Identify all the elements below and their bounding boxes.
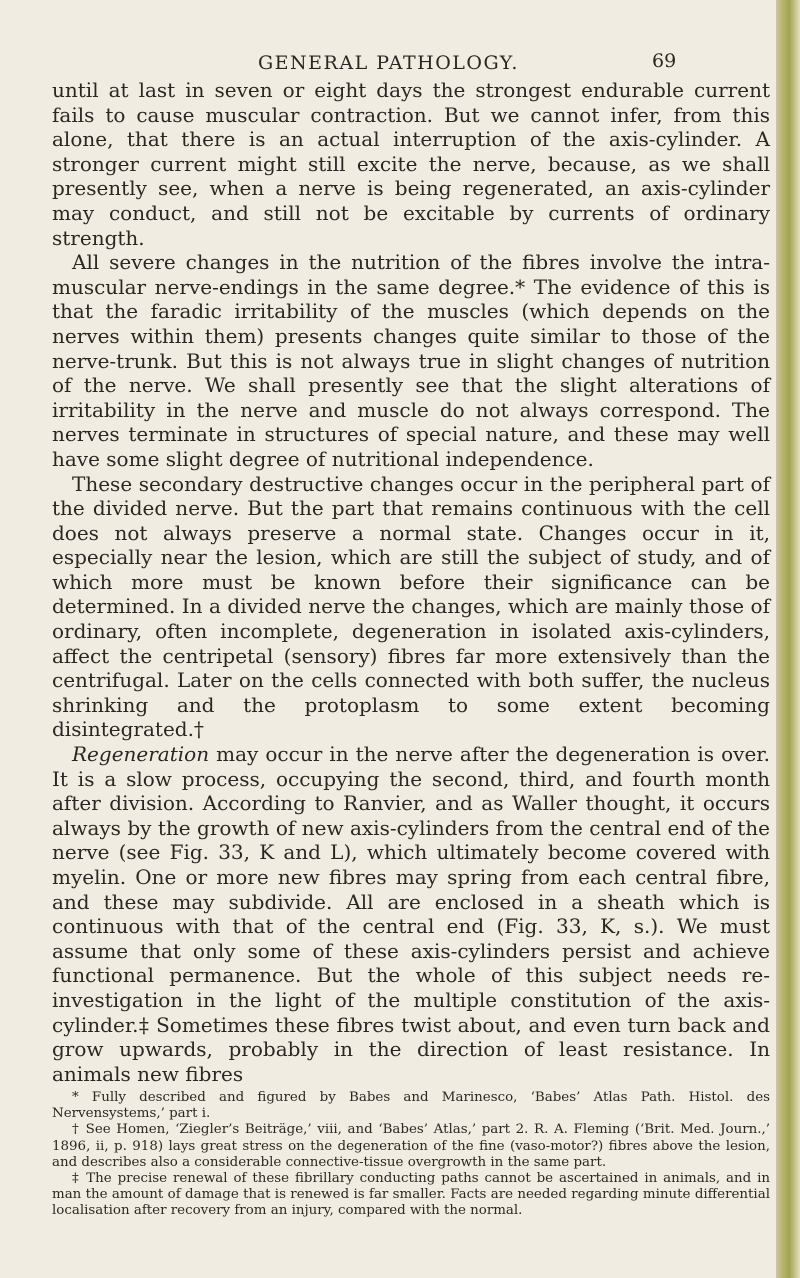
running-title: GENERAL PATHOLOGY. bbox=[258, 52, 519, 74]
paragraph-4-text: may occur in the nerve after the degeneration is over. It is a slow process, occupying the second, third, and fourth month after division. According to Ranvier, and as Waller thought, it occurs always by the growth of new axis-cylinders from the central end of the nerve (see Fig. 33, K and L), which ultimately become covered with myelin. One or more new fibres may spring from each central fibre, and these may subdivide. All are enclosed in a sheath which is continuous with that of the central end (Fig. 33, K, s.). We must assume that only some of these axis-cylinders persist and achieve functional permanence. But the whole of this subject needs re-investigation in the light of the multiple constitution of the axis-cylinder.‡ Sometimes these fibres twist about, and even turn back and grow upwards, probably in the direction of least resistance. In animals new fibres bbox=[52, 742, 770, 1086]
regeneration-heading: Regeneration bbox=[72, 742, 210, 767]
paragraph-4 bbox=[52, 742, 770, 1086]
paragraph-1: until at last in seven or eight days the strongest endurable current fails to cause muscular contraction. But we cannot infer, from this alone, that there is an actual interruption of the axis-cylinder. A stronger current might still excite the nerve, because, as we shall presently see, when a nerve is being regenerated, an axis-cylinder may conduct, and still not be excitable by currents of ordinary strength. bbox=[52, 78, 770, 250]
body-text bbox=[52, 78, 770, 1086]
page-number: 69 bbox=[652, 50, 677, 72]
footnotes bbox=[52, 1090, 770, 1220]
paragraph-3: These secondary destructive changes occur in the peripheral part of the divided nerve. But the part that remains continuous with the cell does not always preserve a normal state. Changes occur in it, especially near the lesion, which are still the subject of study, and of which more must be known before their significance can be determined. In a divided nerve the changes, which are mainly those of ordinary, often incomplete, degeneration in isolated axis-cylinders, affect the centripetal (sensory) fibres far more extensively than the centrifugal. Later on the cells connected with both suffer, the nucleus shrinking and the protoplasm to some extent becoming disintegrated.† bbox=[52, 471, 770, 742]
page-edge bbox=[776, 0, 800, 1278]
footnote-1: * Fully described and figured by Babes and Marinesco, ‘Babes’ Atlas Path. Histol. des Nervensystems,’ part i. bbox=[52, 1090, 770, 1122]
footnote-2: † See Homen, ‘Ziegler’s Beiträge,’ viii, and ‘Babes’ Atlas,’ part 2. R. A. Fleming (‘Brit. Med. Journ.,’ 1896, ii, p. 918) lays great stress on the degeneration of the fine (vaso-motor?) fibres above the lesion, and describes also a considerable connective-tissue overgrowth in the same part. bbox=[52, 1122, 770, 1170]
footnote-3: ‡ The precise renewal of these fibrillary conducting paths cannot be ascertained in animals, and in man the amount of damage that is renewed is far smaller. Facts are needed regarding minute differential localisation after recovery from an injury, compared with the normal. bbox=[52, 1171, 770, 1219]
paragraph-2: All severe changes in the nutrition of the fibres involve the intra-muscular nerve-endings in the same degree.* The evidence of this is that the faradic irritability of the muscles (which depends on the nerves within them) presents changes quite similar to those of the nerve-trunk. But this is not always true in slight changes of nutrition of the nerve. We shall presently see that the slight alterations of irritability in the nerve and muscle do not always correspond. The nerves terminate in structures of special nature, and these may well have some slight degree of nutritional independence. bbox=[52, 250, 770, 471]
